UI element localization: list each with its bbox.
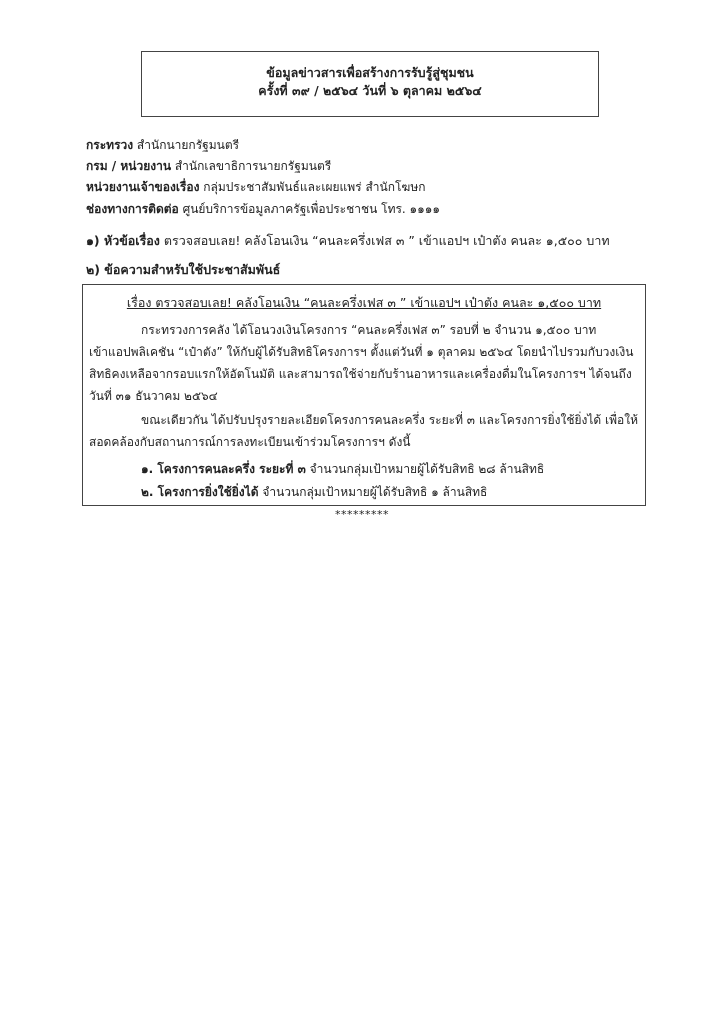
meta-owner-label: หน่วยงานเจ้าของเรื่อง <box>86 180 200 194</box>
meta-owner-value: กลุ่มประชาสัมพันธ์และเผยแพร่ สำนักโฆษก <box>199 180 426 194</box>
meta-ministry <box>86 138 239 152</box>
meta-ministry-value: สำนักนายกรัฐมนตรี <box>133 138 240 152</box>
meta-department <box>86 159 331 173</box>
list-item-1-value: จำนวนกลุ่มเป้าหมายผู้ได้รับสิทธิ ๒๘ ล้านสิทธิ <box>305 462 545 476</box>
message-paragraph-1 <box>89 319 641 407</box>
list-item-1-label: ๑. โครงการคนละครึ่ง ระยะที่ ๓ <box>141 462 306 476</box>
topic-line <box>86 234 610 248</box>
topic-value: ตรวจสอบเลย! คลังโอนเงิน “คนละครึ่งเฟส ๓ ” เข้าแอปฯ เป๋าตัง คนละ ๑,๕๐๐ บาท <box>159 233 610 248</box>
message-box <box>82 284 646 506</box>
paragraph-1-line-1-text: กระทรวงการคลัง ได้โอนวงเงินโครงการ “คนละครึ่งเฟส ๓” รอบที่ ๒ จำนวน ๑,๕๐๐ บาท <box>141 323 597 337</box>
list-item-2-value: จำนวนกลุ่มเป้าหมายผู้ได้รับสิทธิ ๑ ล้านสิทธิ <box>258 485 488 499</box>
message-paragraph-2 <box>89 409 641 453</box>
pr-section-label: ๒) ข้อความสำหรับใช้ประชาสัมพันธ์ <box>86 262 281 277</box>
paragraph-1-line-2: เข้าแอปพลิเคชัน “เป๋าตัง” ให้กับผู้ได้รับสิทธิโครงการฯ ตั้งแต่วันที่ ๑ ตุลาคม ๒๕๖๔ โดยนำไปรวมกับวงเงิน <box>89 345 634 359</box>
pr-section-heading <box>86 263 280 277</box>
title-box <box>141 51 599 117</box>
meta-department-label: กรม / หน่วยงาน <box>86 159 172 173</box>
list-item-2-label: ๒. โครงการยิ่งใช้ยิ่งได้ <box>141 485 259 499</box>
paragraph-2-line-2: สอดคล้องกับสถานการณ์การลงทะเบียนเข้าร่วมโครงการฯ ดังนี้ <box>89 435 411 449</box>
meta-contact <box>86 202 440 216</box>
message-headline: เรื่อง ตรวจสอบเลย! คลังโอนเงิน “คนละครึ่งเฟส ๓ ” เข้าแอปฯ เป๋าตัง คนละ ๑,๕๐๐ บาท <box>126 295 602 310</box>
title-line-1: ข้อมูลข่าวสารเพื่อสร้างการรับรู้สู่ชุมชน <box>266 65 474 80</box>
paragraph-2-line-1 <box>89 409 641 431</box>
end-mark: ********* <box>335 508 389 521</box>
meta-department-value: สำนักเลขาธิการนายกรัฐมนตรี <box>171 159 332 173</box>
list-item-1 <box>141 461 544 477</box>
meta-contact-value: ศูนย์บริการข้อมูลภาครัฐเพื่อประชาชน โทร. ๑๑๑๑ <box>178 202 441 216</box>
title-line-2: ครั้งที่ ๓๙ / ๒๕๖๔ วันที่ ๖ ตุลาคม ๒๕๖๔ <box>258 83 482 98</box>
meta-owner <box>86 180 426 194</box>
paragraph-1-line-4: วันที่ ๓๑ ธันวาคม ๒๕๖๔ <box>89 389 218 403</box>
paragraph-1-line-1 <box>89 319 641 341</box>
paragraph-1-line-3: สิทธิคงเหลือจากรอบแรกให้อัตโนมัติ และสามารถใช้จ่ายกับร้านอาหารและเครื่องดื่มในโครงการฯ ได้จนถึง <box>89 367 632 381</box>
meta-contact-label: ช่องทางการติดต่อ <box>86 202 179 216</box>
list-item-2 <box>141 484 487 500</box>
meta-ministry-label: กระทรวง <box>86 138 134 152</box>
paragraph-2-line-1-text: ขณะเดียวกัน ได้ปรับปรุงรายละเอียดโครงการคนละครึ่ง ระยะที่ ๓ และโครงการยิ่งใช้ยิ่งได้ เพื่อให้ <box>141 413 638 427</box>
topic-label: ๑) หัวข้อเรื่อง <box>86 233 160 248</box>
